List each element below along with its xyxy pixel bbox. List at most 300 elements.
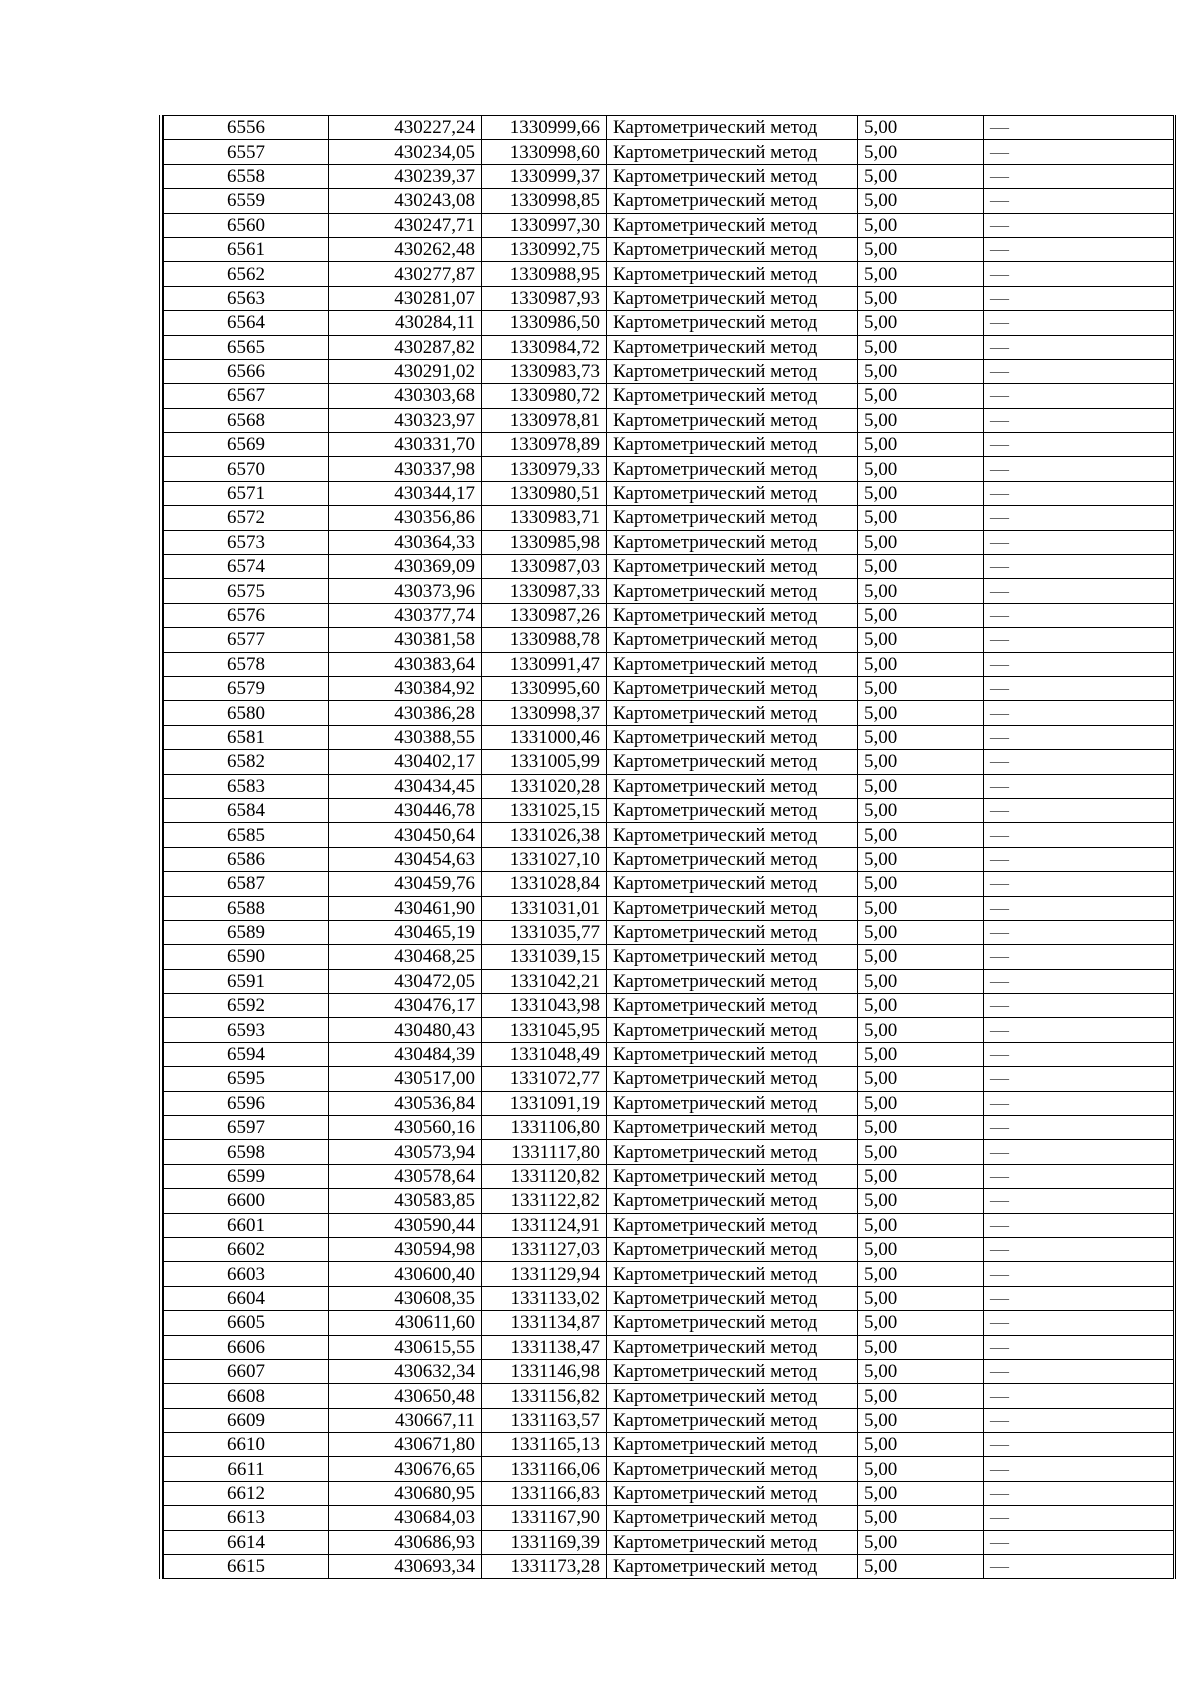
point-number-cell: 6572: [164, 506, 329, 530]
description-cell: —: [984, 823, 1174, 847]
accuracy-cell: 5,00: [858, 1116, 984, 1140]
table-row: [164, 1359, 1174, 1383]
table-row: [164, 506, 1174, 530]
table-row: [164, 798, 1174, 822]
point-number-cell: 6590: [164, 945, 329, 969]
description-cell: —: [984, 384, 1174, 408]
x-coordinate-cell: 430594,98: [329, 1237, 482, 1261]
table-row: [164, 1530, 1174, 1554]
coordinates-table-frame: [159, 115, 1176, 1579]
method-cell: Картометрический метод: [607, 408, 858, 432]
y-coordinate-cell: 1330999,37: [482, 164, 607, 188]
accuracy-cell: 5,00: [858, 1555, 984, 1579]
method-cell: Картометрический метод: [607, 750, 858, 774]
y-coordinate-cell: 1330988,78: [482, 628, 607, 652]
table-row: [164, 1042, 1174, 1066]
accuracy-cell: 5,00: [858, 774, 984, 798]
table-row: [164, 311, 1174, 335]
method-cell: Картометрический метод: [607, 1286, 858, 1310]
description-cell: —: [984, 555, 1174, 579]
table-row: [164, 213, 1174, 237]
description-cell: —: [984, 798, 1174, 822]
point-number-cell: 6573: [164, 530, 329, 554]
y-coordinate-cell: 1330987,26: [482, 603, 607, 627]
x-coordinate-cell: 430377,74: [329, 603, 482, 627]
accuracy-cell: 5,00: [858, 213, 984, 237]
table-row: [164, 189, 1174, 213]
x-coordinate-cell: 430369,09: [329, 555, 482, 579]
method-cell: Картометрический метод: [607, 823, 858, 847]
description-cell: —: [984, 1433, 1174, 1457]
accuracy-cell: 5,00: [858, 1433, 984, 1457]
method-cell: Картометрический метод: [607, 969, 858, 993]
table-row: [164, 969, 1174, 993]
method-cell: Картометрический метод: [607, 1237, 858, 1261]
point-number-cell: 6567: [164, 384, 329, 408]
point-number-cell: 6592: [164, 994, 329, 1018]
x-coordinate-cell: 430465,19: [329, 920, 482, 944]
description-cell: —: [984, 628, 1174, 652]
description-cell: —: [984, 116, 1174, 140]
point-number-cell: 6558: [164, 164, 329, 188]
x-coordinate-cell: 430364,33: [329, 530, 482, 554]
method-cell: Картометрический метод: [607, 189, 858, 213]
table-row: [164, 603, 1174, 627]
x-coordinate-cell: 430632,34: [329, 1359, 482, 1383]
y-coordinate-cell: 1331122,82: [482, 1189, 607, 1213]
method-cell: Картометрический метод: [607, 579, 858, 603]
table-row: [164, 1262, 1174, 1286]
y-coordinate-cell: 1330978,89: [482, 433, 607, 457]
method-cell: Картометрический метод: [607, 433, 858, 457]
description-cell: —: [984, 1457, 1174, 1481]
table-row: [164, 1408, 1174, 1432]
x-coordinate-cell: 430560,16: [329, 1116, 482, 1140]
method-cell: Картометрический метод: [607, 457, 858, 481]
table-row: [164, 1213, 1174, 1237]
table-row: [164, 579, 1174, 603]
accuracy-cell: 5,00: [858, 750, 984, 774]
point-number-cell: 6612: [164, 1481, 329, 1505]
table-row: [164, 945, 1174, 969]
x-coordinate-cell: 430247,71: [329, 213, 482, 237]
table-row: [164, 994, 1174, 1018]
accuracy-cell: 5,00: [858, 457, 984, 481]
table-row: [164, 676, 1174, 700]
description-cell: —: [984, 1286, 1174, 1310]
table-row: [164, 774, 1174, 798]
point-number-cell: 6603: [164, 1262, 329, 1286]
description-cell: —: [984, 969, 1174, 993]
point-number-cell: 6574: [164, 555, 329, 579]
accuracy-cell: 5,00: [858, 1189, 984, 1213]
point-number-cell: 6593: [164, 1018, 329, 1042]
point-number-cell: 6604: [164, 1286, 329, 1310]
description-cell: —: [984, 1555, 1174, 1579]
x-coordinate-cell: 430284,11: [329, 311, 482, 335]
accuracy-cell: 5,00: [858, 701, 984, 725]
y-coordinate-cell: 1330978,81: [482, 408, 607, 432]
point-number-cell: 6609: [164, 1408, 329, 1432]
y-coordinate-cell: 1331020,28: [482, 774, 607, 798]
table-row: [164, 920, 1174, 944]
description-cell: —: [984, 140, 1174, 164]
accuracy-cell: 5,00: [858, 335, 984, 359]
method-cell: Картометрический метод: [607, 896, 858, 920]
table-row: [164, 164, 1174, 188]
accuracy-cell: 5,00: [858, 286, 984, 310]
table-row: [164, 1433, 1174, 1457]
x-coordinate-cell: 430331,70: [329, 433, 482, 457]
point-number-cell: 6559: [164, 189, 329, 213]
y-coordinate-cell: 1331035,77: [482, 920, 607, 944]
y-coordinate-cell: 1330980,51: [482, 481, 607, 505]
table-row: [164, 1481, 1174, 1505]
method-cell: Картометрический метод: [607, 798, 858, 822]
point-number-cell: 6598: [164, 1140, 329, 1164]
point-number-cell: 6607: [164, 1359, 329, 1383]
description-cell: —: [984, 237, 1174, 261]
point-number-cell: 6576: [164, 603, 329, 627]
y-coordinate-cell: 1331091,19: [482, 1091, 607, 1115]
description-cell: —: [984, 701, 1174, 725]
method-cell: Картометрический метод: [607, 603, 858, 627]
method-cell: Картометрический метод: [607, 1506, 858, 1530]
method-cell: Картометрический метод: [607, 481, 858, 505]
description-cell: —: [984, 1067, 1174, 1091]
point-number-cell: 6605: [164, 1311, 329, 1335]
x-coordinate-cell: 430671,80: [329, 1433, 482, 1457]
description-cell: —: [984, 750, 1174, 774]
x-coordinate-cell: 430480,43: [329, 1018, 482, 1042]
y-coordinate-cell: 1331163,57: [482, 1408, 607, 1432]
accuracy-cell: 5,00: [858, 359, 984, 383]
description-cell: —: [984, 433, 1174, 457]
x-coordinate-cell: 430650,48: [329, 1384, 482, 1408]
table-row: [164, 555, 1174, 579]
method-cell: Картометрический метод: [607, 140, 858, 164]
method-cell: Картометрический метод: [607, 1018, 858, 1042]
method-cell: Картометрический метод: [607, 652, 858, 676]
y-coordinate-cell: 1331117,80: [482, 1140, 607, 1164]
table-row: [164, 384, 1174, 408]
table-row: [164, 457, 1174, 481]
accuracy-cell: 5,00: [858, 1384, 984, 1408]
table-row: [164, 116, 1174, 140]
x-coordinate-cell: 430287,82: [329, 335, 482, 359]
method-cell: Картометрический метод: [607, 1530, 858, 1554]
description-cell: —: [984, 994, 1174, 1018]
table-row: [164, 1384, 1174, 1408]
table-row: [164, 262, 1174, 286]
x-coordinate-cell: 430386,28: [329, 701, 482, 725]
table-row: [164, 530, 1174, 554]
y-coordinate-cell: 1331031,01: [482, 896, 607, 920]
description-cell: —: [984, 1506, 1174, 1530]
point-number-cell: 6575: [164, 579, 329, 603]
method-cell: Картометрический метод: [607, 676, 858, 700]
description-cell: —: [984, 481, 1174, 505]
accuracy-cell: 5,00: [858, 1213, 984, 1237]
method-cell: Картометрический метод: [607, 1555, 858, 1579]
y-coordinate-cell: 1331165,13: [482, 1433, 607, 1457]
x-coordinate-cell: 430388,55: [329, 725, 482, 749]
y-coordinate-cell: 1331005,99: [482, 750, 607, 774]
y-coordinate-cell: 1331169,39: [482, 1530, 607, 1554]
y-coordinate-cell: 1331134,87: [482, 1311, 607, 1335]
y-coordinate-cell: 1331133,02: [482, 1286, 607, 1310]
y-coordinate-cell: 1331146,98: [482, 1359, 607, 1383]
x-coordinate-cell: 430583,85: [329, 1189, 482, 1213]
y-coordinate-cell: 1331166,83: [482, 1481, 607, 1505]
x-coordinate-cell: 430684,03: [329, 1506, 482, 1530]
x-coordinate-cell: 430281,07: [329, 286, 482, 310]
method-cell: Картометрический метод: [607, 311, 858, 335]
x-coordinate-cell: 430323,97: [329, 408, 482, 432]
method-cell: Картометрический метод: [607, 1042, 858, 1066]
y-coordinate-cell: 1331124,91: [482, 1213, 607, 1237]
description-cell: —: [984, 1530, 1174, 1554]
point-number-cell: 6586: [164, 847, 329, 871]
point-number-cell: 6589: [164, 920, 329, 944]
description-cell: —: [984, 1311, 1174, 1335]
table-row: [164, 1018, 1174, 1042]
y-coordinate-cell: 1331025,15: [482, 798, 607, 822]
x-coordinate-cell: 430239,37: [329, 164, 482, 188]
point-number-cell: 6578: [164, 652, 329, 676]
x-coordinate-cell: 430600,40: [329, 1262, 482, 1286]
method-cell: Картометрический метод: [607, 1384, 858, 1408]
method-cell: Картометрический метод: [607, 164, 858, 188]
description-cell: —: [984, 896, 1174, 920]
description-cell: —: [984, 262, 1174, 286]
description-cell: —: [984, 774, 1174, 798]
x-coordinate-cell: 430686,93: [329, 1530, 482, 1554]
point-number-cell: 6579: [164, 676, 329, 700]
point-number-cell: 6600: [164, 1189, 329, 1213]
point-number-cell: 6611: [164, 1457, 329, 1481]
y-coordinate-cell: 1331028,84: [482, 872, 607, 896]
table-row: [164, 1140, 1174, 1164]
method-cell: Картометрический метод: [607, 116, 858, 140]
accuracy-cell: 5,00: [858, 1311, 984, 1335]
y-coordinate-cell: 1330991,47: [482, 652, 607, 676]
table-row: [164, 1189, 1174, 1213]
accuracy-cell: 5,00: [858, 969, 984, 993]
x-coordinate-cell: 430446,78: [329, 798, 482, 822]
method-cell: Картометрический метод: [607, 359, 858, 383]
point-number-cell: 6587: [164, 872, 329, 896]
method-cell: Картометрический метод: [607, 1262, 858, 1286]
y-coordinate-cell: 1331167,90: [482, 1506, 607, 1530]
description-cell: —: [984, 1140, 1174, 1164]
method-cell: Картометрический метод: [607, 335, 858, 359]
description-cell: —: [984, 164, 1174, 188]
table-row: [164, 725, 1174, 749]
y-coordinate-cell: 1330985,98: [482, 530, 607, 554]
description-cell: —: [984, 1408, 1174, 1432]
description-cell: —: [984, 213, 1174, 237]
accuracy-cell: 5,00: [858, 530, 984, 554]
x-coordinate-cell: 430243,08: [329, 189, 482, 213]
y-coordinate-cell: 1330986,50: [482, 311, 607, 335]
table-row: [164, 237, 1174, 261]
point-number-cell: 6556: [164, 116, 329, 140]
accuracy-cell: 5,00: [858, 798, 984, 822]
description-cell: —: [984, 311, 1174, 335]
point-number-cell: 6614: [164, 1530, 329, 1554]
accuracy-cell: 5,00: [858, 823, 984, 847]
point-number-cell: 6569: [164, 433, 329, 457]
x-coordinate-cell: 430337,98: [329, 457, 482, 481]
y-coordinate-cell: 1330998,60: [482, 140, 607, 164]
table-row: [164, 408, 1174, 432]
point-number-cell: 6615: [164, 1555, 329, 1579]
accuracy-cell: 5,00: [858, 116, 984, 140]
x-coordinate-cell: 430373,96: [329, 579, 482, 603]
x-coordinate-cell: 430578,64: [329, 1164, 482, 1188]
x-coordinate-cell: 430611,60: [329, 1311, 482, 1335]
accuracy-cell: 5,00: [858, 1091, 984, 1115]
x-coordinate-cell: 430383,64: [329, 652, 482, 676]
table-row: [164, 433, 1174, 457]
point-number-cell: 6596: [164, 1091, 329, 1115]
point-number-cell: 6564: [164, 311, 329, 335]
x-coordinate-cell: 430381,58: [329, 628, 482, 652]
accuracy-cell: 5,00: [858, 1262, 984, 1286]
description-cell: —: [984, 1018, 1174, 1042]
description-cell: —: [984, 676, 1174, 700]
point-number-cell: 6601: [164, 1213, 329, 1237]
method-cell: Картометрический метод: [607, 555, 858, 579]
table-row: [164, 652, 1174, 676]
y-coordinate-cell: 1331042,21: [482, 969, 607, 993]
accuracy-cell: 5,00: [858, 1140, 984, 1164]
y-coordinate-cell: 1331120,82: [482, 1164, 607, 1188]
method-cell: Картометрический метод: [607, 847, 858, 871]
x-coordinate-cell: 430454,63: [329, 847, 482, 871]
description-cell: —: [984, 603, 1174, 627]
accuracy-cell: 5,00: [858, 920, 984, 944]
x-coordinate-cell: 430461,90: [329, 896, 482, 920]
description-cell: —: [984, 652, 1174, 676]
x-coordinate-cell: 430680,95: [329, 1481, 482, 1505]
method-cell: Картометрический метод: [607, 1311, 858, 1335]
method-cell: Картометрический метод: [607, 262, 858, 286]
table-row: [164, 1164, 1174, 1188]
accuracy-cell: 5,00: [858, 237, 984, 261]
y-coordinate-cell: 1331138,47: [482, 1335, 607, 1359]
y-coordinate-cell: 1330983,73: [482, 359, 607, 383]
method-cell: Картометрический метод: [607, 237, 858, 261]
description-cell: —: [984, 189, 1174, 213]
description-cell: —: [984, 1189, 1174, 1213]
accuracy-cell: 5,00: [858, 1457, 984, 1481]
method-cell: Картометрический метод: [607, 628, 858, 652]
y-coordinate-cell: 1331127,03: [482, 1237, 607, 1261]
accuracy-cell: 5,00: [858, 1018, 984, 1042]
point-number-cell: 6584: [164, 798, 329, 822]
point-number-cell: 6606: [164, 1335, 329, 1359]
point-number-cell: 6561: [164, 237, 329, 261]
x-coordinate-cell: 430450,64: [329, 823, 482, 847]
table-row: [164, 1116, 1174, 1140]
y-coordinate-cell: 1331166,06: [482, 1457, 607, 1481]
method-cell: Картометрический метод: [607, 725, 858, 749]
table-row: [164, 1067, 1174, 1091]
point-number-cell: 6580: [164, 701, 329, 725]
accuracy-cell: 5,00: [858, 506, 984, 530]
point-number-cell: 6583: [164, 774, 329, 798]
table-row: [164, 359, 1174, 383]
point-number-cell: 6588: [164, 896, 329, 920]
accuracy-cell: 5,00: [858, 433, 984, 457]
x-coordinate-cell: 430277,87: [329, 262, 482, 286]
description-cell: —: [984, 286, 1174, 310]
description-cell: —: [984, 1359, 1174, 1383]
table-row: [164, 1555, 1174, 1579]
description-cell: —: [984, 1237, 1174, 1261]
x-coordinate-cell: 430484,39: [329, 1042, 482, 1066]
accuracy-cell: 5,00: [858, 555, 984, 579]
point-number-cell: 6595: [164, 1067, 329, 1091]
description-cell: —: [984, 359, 1174, 383]
y-coordinate-cell: 1330995,60: [482, 676, 607, 700]
method-cell: Картометрический метод: [607, 506, 858, 530]
point-number-cell: 6562: [164, 262, 329, 286]
description-cell: —: [984, 1116, 1174, 1140]
point-number-cell: 6608: [164, 1384, 329, 1408]
description-cell: —: [984, 945, 1174, 969]
point-number-cell: 6560: [164, 213, 329, 237]
method-cell: Картометрический метод: [607, 1164, 858, 1188]
description-cell: —: [984, 1164, 1174, 1188]
point-number-cell: 6563: [164, 286, 329, 310]
y-coordinate-cell: 1330987,93: [482, 286, 607, 310]
method-cell: Картометрический метод: [607, 530, 858, 554]
table-row: [164, 701, 1174, 725]
description-cell: —: [984, 1091, 1174, 1115]
table-row: [164, 1091, 1174, 1115]
accuracy-cell: 5,00: [858, 945, 984, 969]
method-cell: Картометрический метод: [607, 701, 858, 725]
table-row: [164, 628, 1174, 652]
description-cell: —: [984, 530, 1174, 554]
point-number-cell: 6613: [164, 1506, 329, 1530]
x-coordinate-cell: 430468,25: [329, 945, 482, 969]
accuracy-cell: 5,00: [858, 1408, 984, 1432]
accuracy-cell: 5,00: [858, 847, 984, 871]
method-cell: Картометрический метод: [607, 1457, 858, 1481]
point-number-cell: 6570: [164, 457, 329, 481]
table-row: [164, 481, 1174, 505]
x-coordinate-cell: 430608,35: [329, 1286, 482, 1310]
point-number-cell: 6610: [164, 1433, 329, 1457]
table-row: [164, 1311, 1174, 1335]
point-number-cell: 6571: [164, 481, 329, 505]
x-coordinate-cell: 430227,24: [329, 116, 482, 140]
method-cell: Картометрический метод: [607, 1091, 858, 1115]
method-cell: Картометрический метод: [607, 774, 858, 798]
y-coordinate-cell: 1331048,49: [482, 1042, 607, 1066]
accuracy-cell: 5,00: [858, 189, 984, 213]
description-cell: —: [984, 408, 1174, 432]
accuracy-cell: 5,00: [858, 481, 984, 505]
description-cell: —: [984, 579, 1174, 603]
accuracy-cell: 5,00: [858, 1359, 984, 1383]
description-cell: —: [984, 920, 1174, 944]
y-coordinate-cell: 1330987,33: [482, 579, 607, 603]
